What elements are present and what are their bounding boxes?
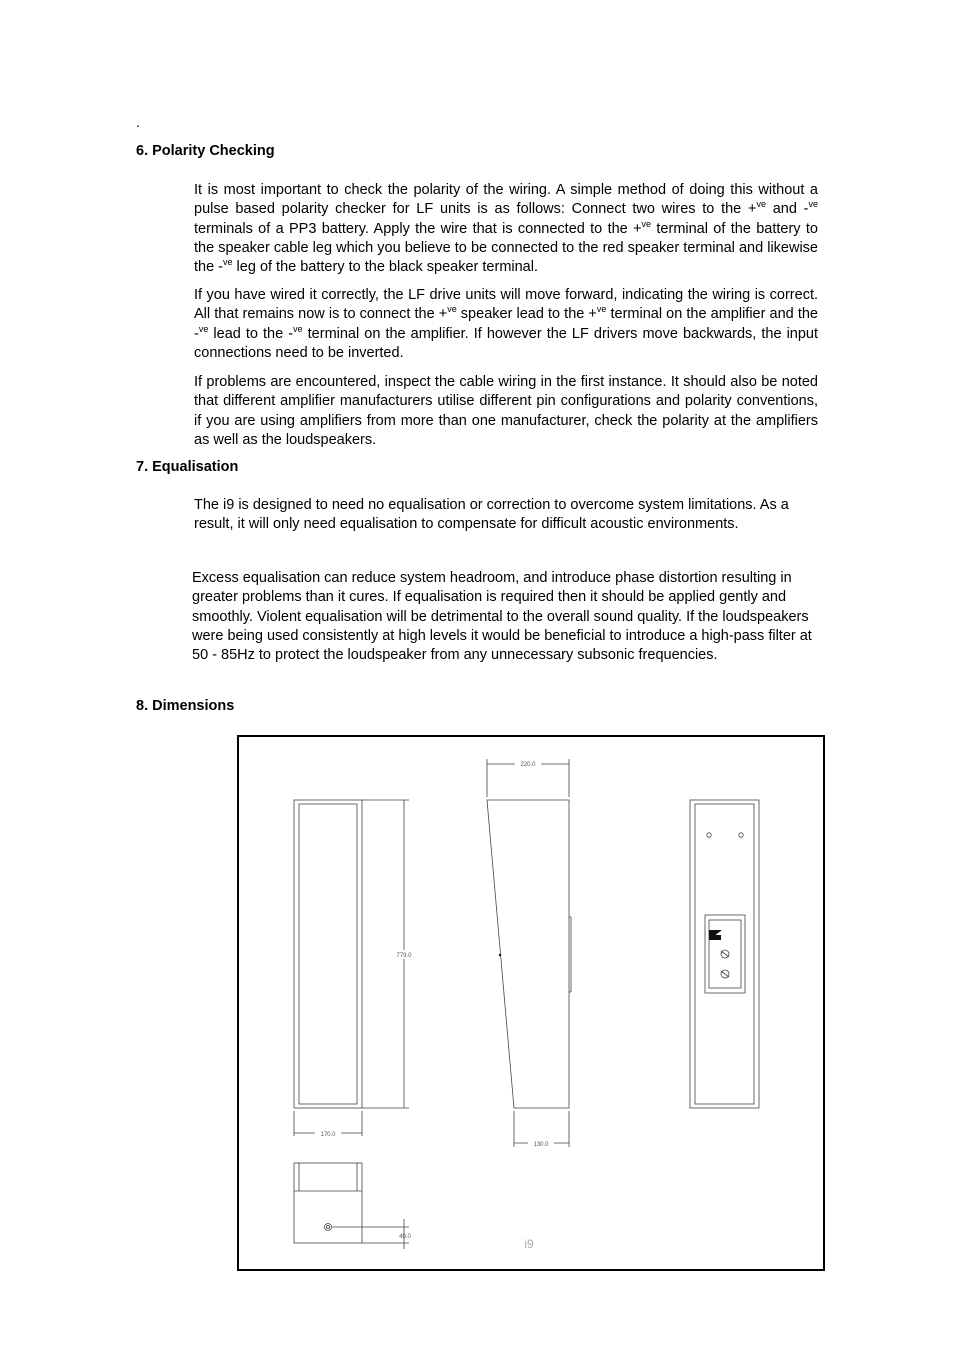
heading-dimensions: 8. Dimensions (136, 698, 235, 714)
front-width-label: 170.0 (320, 1132, 336, 1138)
polarity-paragraph-1: It is most important to check the polarity of the wiring. A simple method of doing this without a pulse based polarity checker for LF units is as follows: Connect two wires to the +$^{ve}$ and -$^{ve}$ terminals of a PP3 battery. Apply the wire that is connected to the +$^{ve}$ terminal of the battery to the speaker cable leg which you believe to be connected to the red speaker terminal and likewise the -$^{ve}$ leg of the battery to the black speaker terminal. (194, 182, 818, 276)
front-view-grille (299, 804, 357, 1104)
bracket-view-outline (294, 1163, 362, 1243)
height-label: 779.0 (396, 953, 412, 959)
rear-screw-left-icon (707, 833, 711, 837)
side-view-outline (487, 800, 569, 1108)
heading-equalisation: 7. Equalisation (136, 459, 239, 475)
mounting-hole-icon (325, 1224, 332, 1231)
top-width-label: 220.0 (520, 762, 536, 768)
equalisation-paragraph-1: The i9 is designed to need no equalisation or correction to overcome system limitations. As a result, it will only need equalisation to compensate for difficult acoustic environments. (194, 497, 789, 533)
polarity-paragraph-3: If problems are encountered, inspect the cable wiring in the first instance. It should also be noted that different amplifier manufacturers utilise different pin configurations and polarity conventions, if you are using amplifiers from more than one manufacturer, check the polarity at the amplifiers as well as the loudspeakers. (194, 374, 818, 448)
front-view-outline (294, 800, 362, 1108)
heading-polarity-checking: 6. Polarity Checking (136, 143, 275, 159)
equalisation-paragraph-2: Excess equalisation can reduce system headroom, and introduce phase distortion resulting in greater problems than it cures. If equalisation is required then it should be applied gently and smoothly. Violent equalisation will be detrimental to the overall sound quality. If the loudspeakers were being used consistently at high levels it would be beneficial to introduce a high-pass filter at 50 - 85Hz to protect the loudspeaker from any unnecessary subsonic frequencies. (192, 570, 812, 664)
bottom-depth-label: 130.0 (533, 1142, 549, 1148)
dimensions-svg (239, 737, 823, 1269)
model-label: i9 (524, 1237, 534, 1251)
dimensions-drawing (237, 735, 825, 1271)
page-mark: . (136, 114, 140, 130)
rear-screw-right-icon (739, 833, 743, 837)
bracket-offset-label: 40.0 (399, 1234, 411, 1240)
polarity-paragraph-2: If you have wired it correctly, the LF drive units will move forward, indicating the wiring is correct. All that remains now is to connect the +$^{ve}$ speaker lead to the +$^{ve}$ terminal on the amplifier and the -$^{ve}$ lead to the -$^{ve}$ terminal on the amplifier. If however the LF drivers move backwards, the input connections need to be inverted. (194, 287, 819, 361)
